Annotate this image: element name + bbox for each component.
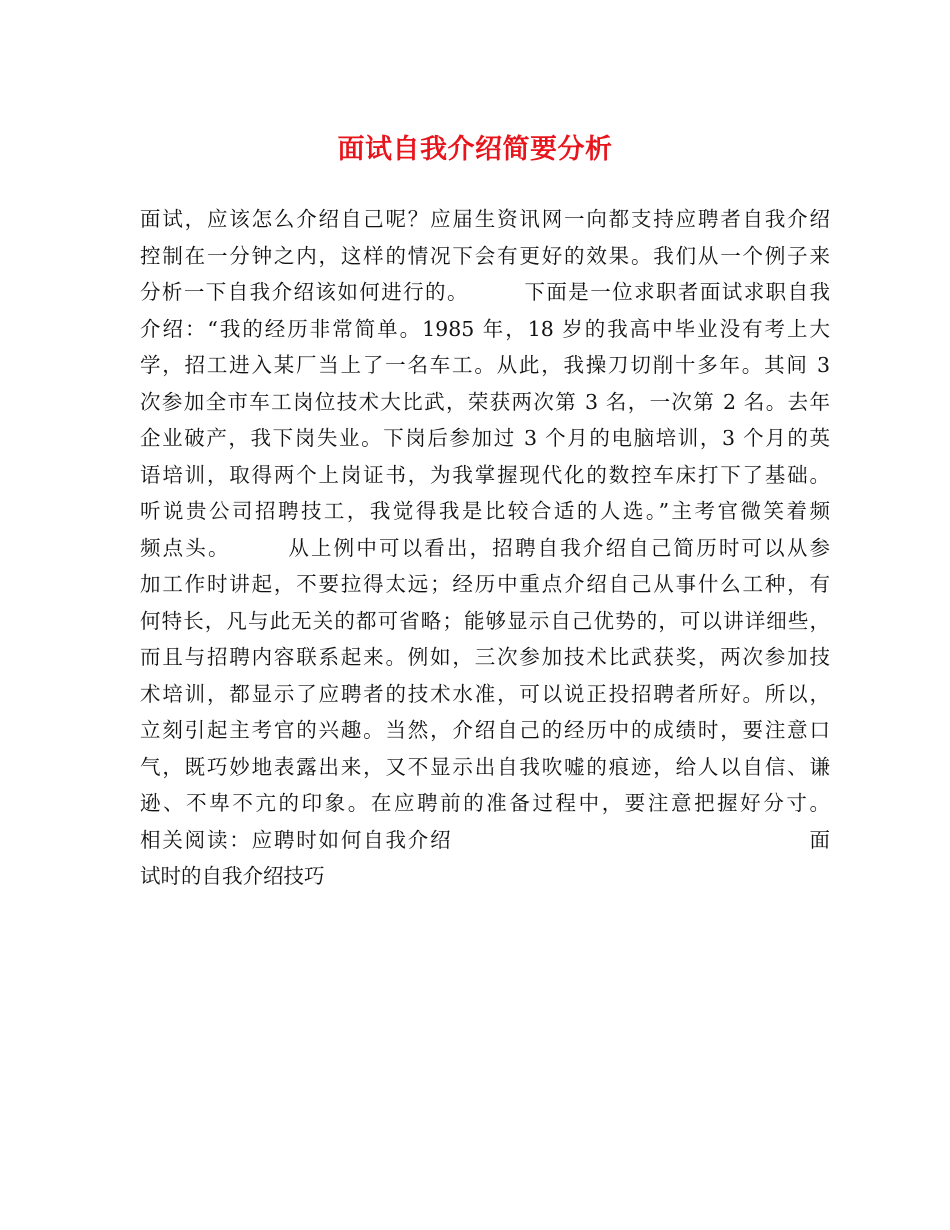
body-line: 听说贵公司招聘技工，我觉得我是比较合适的人选。”主考官微笑着频	[140, 499, 830, 523]
body-line: 何特长，凡与此无关的都可省略；能够显示自己优势的，可以讲详细些，	[140, 608, 830, 633]
document-title: 面试自我介绍简要分析	[337, 134, 613, 165]
body-line: 分析一下自我介绍该如何进行的。 下面是一位求职者面试求职自我	[140, 280, 830, 304]
body-line: 频点头。 从上例中可以看出，招聘自我介绍自己简历时可以从参	[140, 535, 830, 560]
body-line: 面试，应该怎么介绍自己呢？应届生资讯网一向都支持应聘者自我介绍	[140, 207, 830, 231]
body-line: 控制在一分钟之内，这样的情况下会有更好的效果。我们从一个例子来	[140, 243, 830, 268]
body-line: 语培训，取得两个上岗证书，为我掌握现代化的数控车床打下了基础。	[140, 462, 830, 487]
body-line: 学，招工进入某厂当上了一名车工。从此，我操刀切削十多年。其间 3	[140, 353, 830, 377]
document-body	[140, 201, 830, 895]
body-line: 相关阅读：应聘时如何自我介绍 面	[140, 827, 830, 852]
body-line: 试时的自我介绍技巧	[140, 864, 325, 888]
body-line: 逊、不卑不亢的印象。在应聘前的准备过程中，要注意把握好分寸。	[140, 791, 830, 815]
body-line: 而且与招聘内容联系起来。例如，三次参加技术比武获奖，两次参加技	[140, 645, 830, 669]
body-line: 介绍：“我的经历非常简单。1985 年，18 岁的我高中毕业没有考上大	[140, 316, 830, 341]
body-line: 气，既巧妙地表露出来，又不显示出自我吹嘘的痕迹，给人以自信、谦	[140, 754, 830, 779]
body-line: 加工作时讲起，不要拉得太远；经历中重点介绍自己从事什么工种，有	[140, 572, 830, 596]
body-line: 企业破产，我下岗失业。下岗后参加过 3 个月的电脑培训，3 个月的英	[140, 426, 830, 450]
body-line: 次参加全市车工岗位技术大比武，荣获两次第 3 名，一次第 2 名。去年	[140, 389, 830, 414]
body-line: 立刻引起主考官的兴趣。当然，介绍自己的经历中的成绩时，要注意口	[140, 718, 830, 742]
body-line: 术培训，都显示了应聘者的技术水准，可以说正投招聘者所好。所以，	[140, 681, 830, 706]
